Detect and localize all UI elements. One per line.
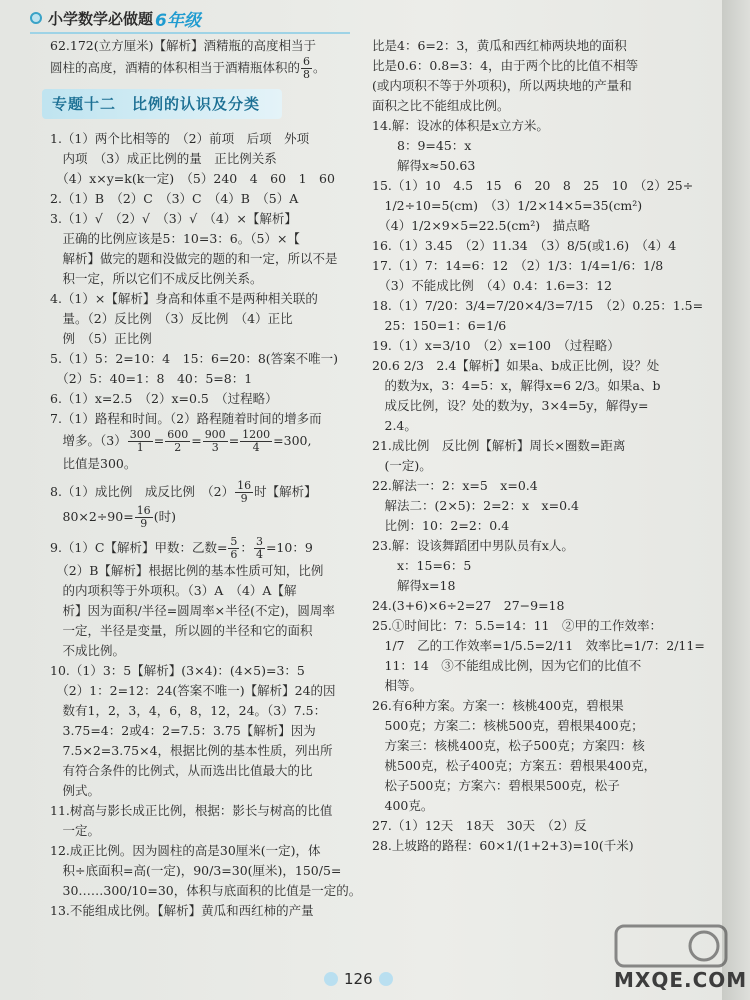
- text-line: （4）x×y=k(k一定) （5）240 4 60 1 60: [50, 171, 335, 186]
- numerator: 600: [167, 428, 189, 441]
- text-line: 例式。: [50, 783, 101, 798]
- text-line: x：15=6：5: [372, 558, 472, 573]
- text-line: 解法二：(2×5)：2=2：x x=0.4: [372, 498, 579, 513]
- text-line: 1/2÷10=5(cm) （3）1/2×14×5=35(cm²): [372, 198, 643, 213]
- text-line: 有符合条件的比例式，从而选出比值最大的比: [50, 763, 313, 778]
- text-line: 5.（1）5：2=10：4 15：6=20：8(答案不唯一): [50, 351, 339, 366]
- numerator: 900: [204, 428, 226, 441]
- text-line: 4.（1）×【解析】身高和体重不是两种相关联的: [50, 291, 318, 306]
- text-line: 27.（1）12天 18天 30天 （2）反: [372, 818, 587, 833]
- text-line: 11.树高与影长成正比例，根据：影长与树高的比值: [50, 803, 333, 818]
- text-line: （2）5：40=1：8 40：5=8：1: [50, 371, 253, 386]
- footer-dot-right-icon: [379, 972, 393, 986]
- right-column: [372, 36, 705, 856]
- text-line: 比例：10：2=2：0.4: [372, 518, 510, 533]
- denominator: 2: [174, 441, 182, 454]
- numerator: 1200: [242, 428, 271, 441]
- header-title: 小学数学必做题: [48, 9, 154, 28]
- text-line: 桃500克，松子400克；方案五：碧根果400克，: [372, 758, 657, 773]
- answer-list-left: [50, 129, 350, 429]
- text-line: 2.4。: [372, 418, 417, 433]
- footer-dot-left-icon: [324, 972, 338, 986]
- section-banner: [42, 89, 282, 119]
- text-line: 内项 （3）成正比例的量 正比例关系: [50, 151, 277, 166]
- page-footer: [318, 970, 399, 988]
- text-line: 19.（1）x=3/10 （2）x=100 （过程略）: [372, 338, 620, 353]
- numerator: 6: [303, 55, 311, 68]
- numerator: 300: [129, 428, 151, 441]
- numerator: 16: [237, 479, 252, 492]
- text-line: 25：150=1：6=1/6: [372, 318, 507, 333]
- denominator: 6: [230, 548, 238, 561]
- text-line: 相等。: [372, 678, 423, 693]
- fraction: [203, 429, 228, 454]
- page-edge: [722, 0, 750, 1000]
- text-line: 62.172(立方厘米)【解析】酒精瓶的高度相当于: [50, 38, 316, 53]
- text-line: 12.成正比例。因为圆柱的高是30厘米(一定)，体: [50, 843, 321, 858]
- text-line: 17.（1）7：14=6：12 （2）1/3：1/4=1/6：1/8: [372, 258, 664, 273]
- text-line: 1/7 乙的工作效率=1/5.5=2/11 效率比=1/7：2/11=: [372, 638, 705, 653]
- denominator: 1: [136, 441, 144, 454]
- fraction: [128, 429, 153, 454]
- text-span: ：: [240, 540, 253, 555]
- text-line: （2）B【解析】根据比例的基本性质可知，比例: [50, 563, 324, 578]
- text-line: 正确的比例应该是5：10=3：6。（5）×【: [50, 231, 300, 246]
- text-line: 2.（1）B （2）C （3）C （4）B （5）A: [50, 191, 299, 206]
- answer-list-left-cont: [50, 561, 362, 921]
- text-line: 数有1，2，3，4，6，8，12，24。（3）7.5：: [50, 703, 327, 718]
- text-line: (或内项积不等于外项积)，所以两块地的产量和: [372, 78, 632, 93]
- text-line: 26.有6种方案。方案一：核桃400克，碧根果: [372, 698, 624, 713]
- text-line: 16.（1）3.45 （2）11.34 （3）8/5(或1.6) （4）4: [372, 238, 677, 253]
- text-line: 解得x≈50.63: [372, 158, 476, 173]
- numerator: 16: [136, 504, 151, 517]
- fraction: [240, 429, 272, 454]
- text-span: (时): [153, 509, 176, 524]
- left-column: [50, 36, 362, 921]
- text-line: 一定，半径是变量，所以圆的半径和它的面积: [50, 623, 313, 638]
- text-line: 析】因为面积/半径=圆周率×半径(不定)，圆周率: [50, 603, 335, 618]
- text-line: 积一定，所以它们不成反比例关系。: [50, 271, 263, 286]
- text-line: 7.5×2=3.75×4，根据比例的基本性质，列出所: [50, 743, 333, 758]
- text-line: 28.上坡路的路程：60×1/(1+2+3)=10(千米): [372, 838, 634, 853]
- denominator: 4: [255, 548, 263, 561]
- denominator: 8: [303, 68, 311, 81]
- text-line: 15.（1）10 4.5 15 6 20 8 25 10 （2）25÷: [372, 178, 694, 193]
- fraction: [165, 429, 190, 454]
- header-rule: [30, 32, 350, 34]
- text-line: 的数为x，3：4=5：x，解得x=6 2/3。如果a、b: [372, 378, 661, 393]
- answer-list-right: [372, 36, 705, 856]
- section-title: 专题十二 比例的认识及分类: [52, 95, 261, 113]
- text-line: 圆柱的高度，酒精的体积相当于酒精瓶体积的 $\frac{6}{8}$ 。: [50, 55, 326, 81]
- text-span: =300,: [273, 433, 312, 448]
- text-span: 80×2÷90=: [50, 509, 134, 524]
- text-span: 9.（1）C【解析】甲数：乙数=: [50, 540, 228, 555]
- denominator: 4: [252, 441, 260, 454]
- text-line: 25.①时间比：7：5.5=14：11 ②甲的工作效率：: [372, 618, 662, 633]
- text-line: 例 （5）正比例: [50, 331, 152, 346]
- text-line: 3.（1）√ （2）√ （3）√ （4）×【解析】: [50, 211, 297, 226]
- text-line: 增多。（3） $\frac{300}{1}$ = $\frac{600}{2}$ = $\frac{900}{3}$ = $\frac{1200}{4}$ =300,: [50, 428, 312, 454]
- text-line: 11：14 ③不能组成比例，因为它们的比值不: [372, 658, 642, 673]
- text-line: 比是0.6：0.8=3：4，由于两个比的比值不相等: [372, 58, 639, 73]
- fraction: [235, 480, 253, 505]
- text-line: 比是4：6=2：3，黄瓜和西红柿两块地的面积: [372, 38, 627, 53]
- fraction: [254, 536, 265, 561]
- fraction: [301, 56, 312, 81]
- header-grade: 6年级: [155, 10, 201, 31]
- text-line: (一定)。: [372, 458, 432, 473]
- page-number: 126: [344, 970, 373, 988]
- text-line: 的内项积等于外项积。（3）A （4）A【解: [50, 583, 297, 598]
- text-line: 不成比例。: [50, 643, 126, 658]
- text-line: 比值是300。: [50, 456, 137, 471]
- text-span: 时【解析】: [254, 484, 317, 499]
- watermark-text: MXQE.COM: [614, 968, 748, 992]
- text-line: 一定。: [50, 823, 101, 838]
- text-line: 23.解：设该舞蹈团中男队员有x人。: [372, 538, 574, 553]
- text-line: 7.（1）路程和时间。（2）路程随着时间的增多而: [50, 411, 322, 426]
- text-line: 24.(3+6)×6÷2=27 27−9=18: [372, 598, 565, 613]
- text-span: 8.（1）成比例 成反比例 （2）: [50, 484, 235, 499]
- text-line: 20.6 2/3 2.4【解析】如果a、b成正比例，设？处: [372, 358, 660, 373]
- text-line: [50, 536, 350, 561]
- text-line: 松子500克；方案六：碧根果500克，松子: [372, 778, 620, 793]
- text-line: 500克；方案二：核桃500克，碧根果400克；: [372, 718, 644, 733]
- text-line: 方案三：核桃400克，松子500克；方案四：核: [372, 738, 645, 753]
- denominator: 9: [140, 517, 148, 530]
- text-line: 8：9=45：x: [372, 138, 472, 153]
- denominator: 3: [211, 441, 219, 454]
- text-line: 400克。: [372, 798, 434, 813]
- fraction: [135, 505, 153, 530]
- text-line: （4）1/2×9×5=22.5(cm²) 描点略: [372, 218, 591, 233]
- text-line: 14.解：设冰的体积是x立方米。: [372, 118, 549, 133]
- text-line: 21.成比例 反比例【解析】周长×圈数=距离: [372, 438, 626, 453]
- fraction: [228, 536, 239, 561]
- running-header: [30, 6, 201, 30]
- header-bullet-icon: [30, 12, 42, 24]
- text-line: 22.解法一：2：x=5 x=0.4: [372, 478, 538, 493]
- text-line: （2）1：2=12：24(答案不唯一)【解析】24的因: [50, 683, 336, 698]
- denominator: 9: [240, 492, 248, 505]
- text-line: 13.不能组成比例。【解析】黄瓜和西红柿的产量: [50, 903, 314, 918]
- text-line: 解得x=18: [372, 578, 456, 593]
- text-line: [50, 505, 350, 530]
- numerator: 3: [255, 535, 263, 548]
- text-line: 成反比例，设？处的数为y，3×4=5y，解得y=: [372, 398, 649, 413]
- text-line: 10.（1）3：5【解析】(3×4)：(4×5)=3：5: [50, 663, 305, 678]
- text-span: 圆柱的高度，酒精的体积相当于酒精瓶体积的: [50, 60, 301, 75]
- text-line: 1.（1）两个比相等的 （2）前项 后项 外项: [50, 131, 310, 146]
- text-line: 6.（1）x=2.5 （2）x=0.5 （过程略）: [50, 391, 278, 406]
- text-line: [50, 480, 350, 505]
- text-span: =10：9: [265, 540, 313, 555]
- text-line: 30……300/10=30，体积与底面积的比值是一定的。: [50, 883, 362, 898]
- text-line: 面积之比不能组成比例。: [372, 98, 510, 113]
- text-line: 18.（1）7/20：3/4=7/20×4/3=7/15 （2）0.25：1.5=: [372, 298, 704, 313]
- text-line: 量。（2）反比例 （3）反比例 （4）正比: [50, 311, 293, 326]
- text-line: 解析】做完的题和没做完的题的和一定，所以不是: [50, 251, 338, 266]
- text-line: 3.75=4：2或4：2=7.5：3.75【解析】因为: [50, 723, 316, 738]
- text-line: （3）不能成比例 （4）0.4：1.6=3：12: [372, 278, 612, 293]
- text-span: 增多。（3）: [50, 433, 127, 448]
- text-line: 积÷底面积=高(一定)，90/3=30(厘米)，150/5=: [50, 863, 342, 878]
- numerator: 5: [230, 535, 238, 548]
